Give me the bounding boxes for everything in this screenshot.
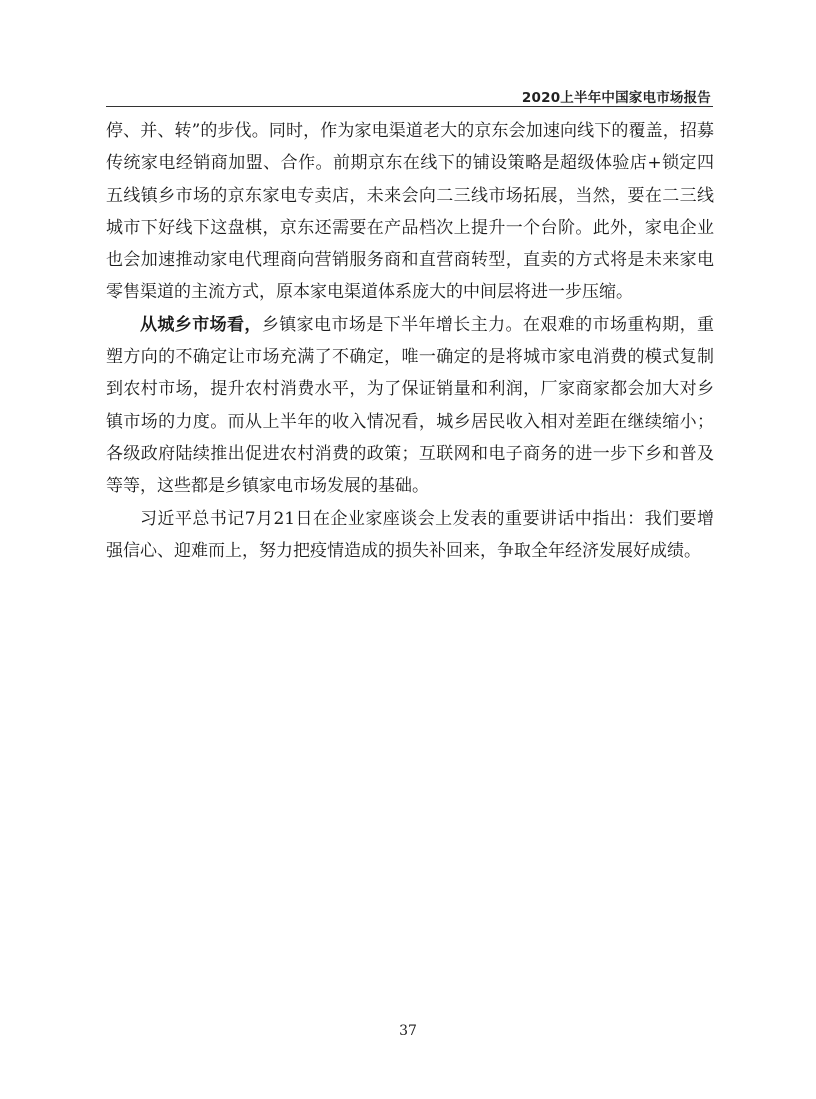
- paragraph-speech-quote: 习近平总书记7月21日在企业家座谈会上发表的重要讲话中指出：我们要增强信心、迎难而上，努力把疫情造成的损失补回来，争取全年经济发展好成绩。: [106, 508, 714, 561]
- paragraph-urban-rural-market: [106, 309, 714, 503]
- page-number: 37: [399, 1023, 417, 1039]
- paragraph-body-text: 乡镇家电市场是下半年增长主力。在艰难的市场重构期，重塑方向的不确定让市场充满了不确定，唯一确定的是将城市家电消费的模式复制到农村市场，提升农村消费水平，为了保证销量和利润，厂家商家都会加大对乡镇市场的力度。而从上半年的收入情况看，城乡居民收入相对差距在继续缩小；各级政府陆续推出促进农村消费的政策；互联网和电子商务的进一步下乡和普及等等，这些都是乡镇家电市场发展的基础。: [106, 314, 714, 497]
- running-header-title: 2020上半年中国家电市场报告: [521, 90, 711, 106]
- page-body: [106, 115, 714, 567]
- paragraph-continuation: 停、并、转”的步伐。同时，作为家电渠道老大的京东会加速向线下的覆盖，招募传统家电经销商加盟、合作。前期京东在线下的铺设策略是超级体验店+锁定四五线镇乡市场的京东家电专卖店，未来会向二三线市场拓展，当然，要在二三线城市下好线下这盘棋，京东还需要在产品档次上提升一个台阶。此外，家电企业也会加速推动家电代理商向营销服务商和直营商转型，直卖的方式将是未来家电零售渠道的主流方式，原本家电渠道体系庞大的中间层将进一步压缩。: [106, 121, 714, 303]
- paragraph-lead-phrase: 从城乡市场看，: [140, 314, 262, 335]
- header-divider: [106, 106, 713, 107]
